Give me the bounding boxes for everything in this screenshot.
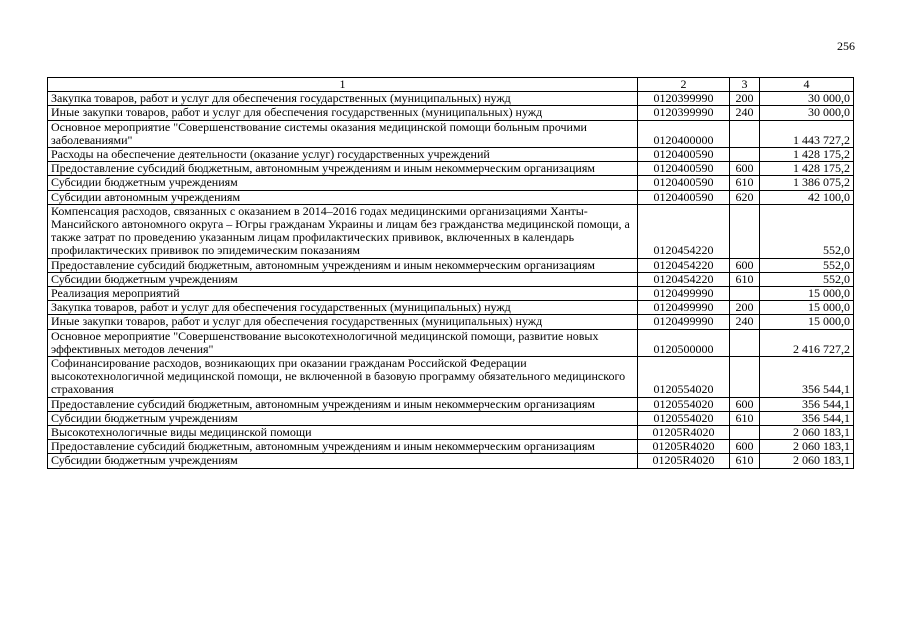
table-row <box>48 454 854 468</box>
row-amount-cell: 552,0 <box>760 258 854 272</box>
table-row <box>48 329 854 356</box>
row-expense-type-cell <box>730 148 760 162</box>
row-amount-cell: 552,0 <box>760 272 854 286</box>
row-expense-type-cell: 610 <box>730 272 760 286</box>
row-amount-cell: 356 544,1 <box>760 357 854 398</box>
row-amount-cell: 2 416 727,2 <box>760 329 854 356</box>
row-code-cell: 0120554020 <box>638 411 730 425</box>
budget-table <box>47 77 854 469</box>
table-row <box>48 397 854 411</box>
row-expense-type-cell <box>730 329 760 356</box>
row-code-cell: 0120454220 <box>638 204 730 258</box>
row-name-cell: Предоставление субсидий бюджетным, автономным учреждениям и иным некоммерческим организациям <box>48 258 638 272</box>
row-code-cell: 0120399990 <box>638 106 730 120</box>
row-code-cell: 0120500000 <box>638 329 730 356</box>
row-name-cell: Основное мероприятие "Совершенствование системы оказания медицинской помощи больным прочими заболеваниями" <box>48 120 638 147</box>
row-name-cell: Субсидии бюджетным учреждениям <box>48 411 638 425</box>
table-row <box>48 258 854 272</box>
row-code-cell: 0120399990 <box>638 92 730 106</box>
row-code-cell: 0120400590 <box>638 190 730 204</box>
row-amount-cell: 2 060 183,1 <box>760 454 854 468</box>
row-expense-type-cell <box>730 357 760 398</box>
row-expense-type-cell: 600 <box>730 440 760 454</box>
row-code-cell: 01205R4020 <box>638 440 730 454</box>
row-amount-cell: 30 000,0 <box>760 106 854 120</box>
row-code-cell: 0120499990 <box>638 301 730 315</box>
row-amount-cell: 30 000,0 <box>760 92 854 106</box>
table-row <box>48 315 854 329</box>
row-code-cell: 0120554020 <box>638 397 730 411</box>
row-amount-cell: 356 544,1 <box>760 397 854 411</box>
row-code-cell: 01205R4020 <box>638 454 730 468</box>
header-col-2: 2 <box>638 78 730 92</box>
row-code-cell: 01205R4020 <box>638 426 730 440</box>
row-expense-type-cell <box>730 426 760 440</box>
row-expense-type-cell: 240 <box>730 106 760 120</box>
header-col-4: 4 <box>760 78 854 92</box>
row-amount-cell: 1 443 727,2 <box>760 120 854 147</box>
table-row <box>48 106 854 120</box>
table-body <box>48 78 854 469</box>
row-name-cell: Расходы на обеспечение деятельности (оказание услуг) государственных учреждений <box>48 148 638 162</box>
row-name-cell: Иные закупки товаров, работ и услуг для обеспечения государственных (муниципальных) нужд <box>48 106 638 120</box>
row-code-cell: 0120454220 <box>638 272 730 286</box>
row-expense-type-cell: 620 <box>730 190 760 204</box>
row-name-cell: Закупка товаров, работ и услуг для обеспечения государственных (муниципальных) нужд <box>48 92 638 106</box>
row-amount-cell: 356 544,1 <box>760 411 854 425</box>
row-code-cell: 0120454220 <box>638 258 730 272</box>
table-row <box>48 92 854 106</box>
row-expense-type-cell <box>730 120 760 147</box>
row-name-cell: Предоставление субсидий бюджетным, автономным учреждениям и иным некоммерческим организациям <box>48 440 638 454</box>
row-name-cell: Софинансирование расходов, возникающих при оказании гражданам Российской Федерации высокотехнологичной медицинской помощи, не включенной в базовую программу обязательного медицинского страхования <box>48 357 638 398</box>
row-amount-cell: 15 000,0 <box>760 287 854 301</box>
row-expense-type-cell: 610 <box>730 411 760 425</box>
row-expense-type-cell: 610 <box>730 176 760 190</box>
header-col-1: 1 <box>48 78 638 92</box>
table-row <box>48 162 854 176</box>
row-expense-type-cell: 200 <box>730 92 760 106</box>
table-row <box>48 287 854 301</box>
row-expense-type-cell <box>730 287 760 301</box>
row-code-cell: 0120400590 <box>638 176 730 190</box>
table-row <box>48 411 854 425</box>
row-name-cell: Субсидии автономным учреждениям <box>48 190 638 204</box>
row-name-cell: Основное мероприятие "Совершенствование высокотехнологичной медицинской помощи, развитие новых эффективных методов лечения" <box>48 329 638 356</box>
row-name-cell: Иные закупки товаров, работ и услуг для обеспечения государственных (муниципальных) нужд <box>48 315 638 329</box>
row-code-cell: 0120554020 <box>638 357 730 398</box>
row-expense-type-cell <box>730 204 760 258</box>
row-expense-type-cell: 600 <box>730 258 760 272</box>
row-expense-type-cell: 600 <box>730 162 760 176</box>
row-code-cell: 0120499990 <box>638 287 730 301</box>
row-expense-type-cell: 610 <box>730 454 760 468</box>
row-amount-cell: 2 060 183,1 <box>760 426 854 440</box>
header-col-3: 3 <box>730 78 760 92</box>
row-name-cell: Субсидии бюджетным учреждениям <box>48 272 638 286</box>
row-amount-cell: 1 428 175,2 <box>760 162 854 176</box>
row-amount-cell: 1 386 075,2 <box>760 176 854 190</box>
row-code-cell: 0120499990 <box>638 315 730 329</box>
row-amount-cell: 42 100,0 <box>760 190 854 204</box>
table-row <box>48 204 854 258</box>
row-code-cell: 0120400000 <box>638 120 730 147</box>
row-name-cell: Предоставление субсидий бюджетным, автономным учреждениям и иным некоммерческим организациям <box>48 397 638 411</box>
table-row <box>48 357 854 398</box>
row-amount-cell: 1 428 175,2 <box>760 148 854 162</box>
row-amount-cell: 15 000,0 <box>760 301 854 315</box>
row-name-cell: Реализация мероприятий <box>48 287 638 301</box>
table-row <box>48 440 854 454</box>
row-name-cell: Субсидии бюджетным учреждениям <box>48 454 638 468</box>
row-expense-type-cell: 600 <box>730 397 760 411</box>
row-expense-type-cell: 240 <box>730 315 760 329</box>
row-expense-type-cell: 200 <box>730 301 760 315</box>
row-amount-cell: 15 000,0 <box>760 315 854 329</box>
page-number: 256 <box>837 39 855 53</box>
table-row <box>48 190 854 204</box>
table-row <box>48 301 854 315</box>
table-header-row <box>48 78 854 92</box>
table-row <box>48 426 854 440</box>
table-row <box>48 148 854 162</box>
row-amount-cell: 2 060 183,1 <box>760 440 854 454</box>
row-amount-cell: 552,0 <box>760 204 854 258</box>
row-name-cell: Предоставление субсидий бюджетным, автономным учреждениям и иным некоммерческим организациям <box>48 162 638 176</box>
row-code-cell: 0120400590 <box>638 148 730 162</box>
table-row <box>48 176 854 190</box>
row-name-cell: Закупка товаров, работ и услуг для обеспечения государственных (муниципальных) нужд <box>48 301 638 315</box>
row-name-cell: Субсидии бюджетным учреждениям <box>48 176 638 190</box>
table-row <box>48 272 854 286</box>
table-row <box>48 120 854 147</box>
row-code-cell: 0120400590 <box>638 162 730 176</box>
row-name-cell: Высокотехнологичные виды медицинской помощи <box>48 426 638 440</box>
row-name-cell: Компенсация расходов, связанных с оказанием в 2014–2016 годах медицинскими организациями Ханты-Мансийского автономного округа – Югры гражданам Украины и лицам без гражданства медицинской помощи, а также затрат по проведению указанным лицам профилактических прививок, включенных в календарь профилактических прививок по эпидемическим показаниям <box>48 204 638 258</box>
